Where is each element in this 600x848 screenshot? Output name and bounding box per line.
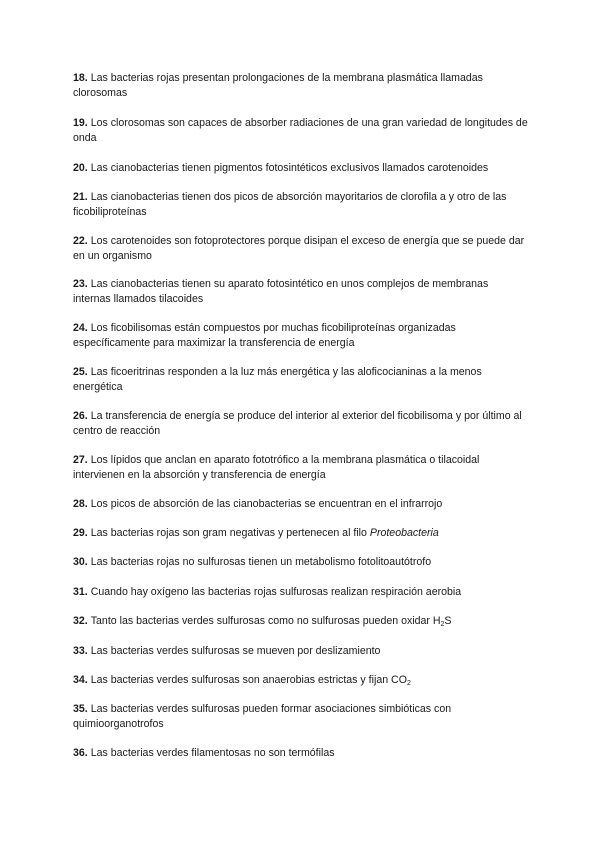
statement-item: 32. Tanto las bacterias verdes sulfurosas como no sulfurosas pueden oxidar $H_2S$ [73,615,452,628]
statement-item: 23. Las cianobacterias tienen su aparato fotosintético en unos complejos de membranas internas llamados tilacoides [73,278,489,305]
statement-item: 29. Las bacterias rojas son gram negativas y pertenecen al filo Proteobacteria [73,527,439,539]
statement-item: 22. Los carotenoides son fotoprotectores porque disipan el exceso de energía que se puede dar en un organismo [73,235,525,262]
statement-item: 33. Las bacterias verdes sulfurosas se mueven por deslizamiento [73,645,381,657]
statement-item: 20. Las cianobacterias tienen pigmentos fotosintéticos exclusivos llamados carotenoides [73,162,489,174]
statement-item: 31. Cuando hay oxígeno las bacterias rojas sulfurosas realizan respiración aerobia [73,586,462,598]
statement-item: 27. Los lípidos que anclan en aparato fototrófico a la membrana plasmática o tilacoidal intervienen en la absorción y transferencia de energía [73,454,480,481]
statement-item: 34. Las bacterias verdes sulfurosas son anaerobias estrictas y fijan $CO_2$ [73,674,411,687]
statement-item: 36. Las bacterias verdes filamentosas no son termófilas [73,747,335,759]
statement-item: 18. Las bacterias rojas presentan prolongaciones de la membrana plasmática llamadas clorosomas [73,72,483,99]
statement-item: 21. Las cianobacterias tienen dos picos de absorción mayoritarios de clorofila a y otro de las ficobiliproteínas [73,191,507,218]
statement-item: 35. Las bacterias verdes sulfurosas pueden formar asociaciones simbióticas con quimioorganotrofos [73,703,452,730]
statement-item: 26. La transferencia de energía se produce del interior al exterior del ficobilisoma y por último al centro de reacción [73,410,522,437]
statement-item: 24. Los ficobilisomas están compuestos por muchas ficobiliproteínas organizadas específicamente para maximizar la transferencia de energía [73,322,456,349]
statement-item: 25. Las ficoeritrinas responden a la luz más energética y las aloficocianinas a la menos energética [73,366,482,393]
statement-item: 19. Los clorosomas son capaces de absorber radiaciones de una gran variedad de longitudes de onda [73,117,528,144]
statement-item: 30. Las bacterias rojas no sulfurosas tienen un metabolismo fotolitoautótrofo [73,556,432,568]
statement-item: 28. Los picos de absorción de las cianobacterias se encuentran en el infrarrojo [73,498,443,510]
